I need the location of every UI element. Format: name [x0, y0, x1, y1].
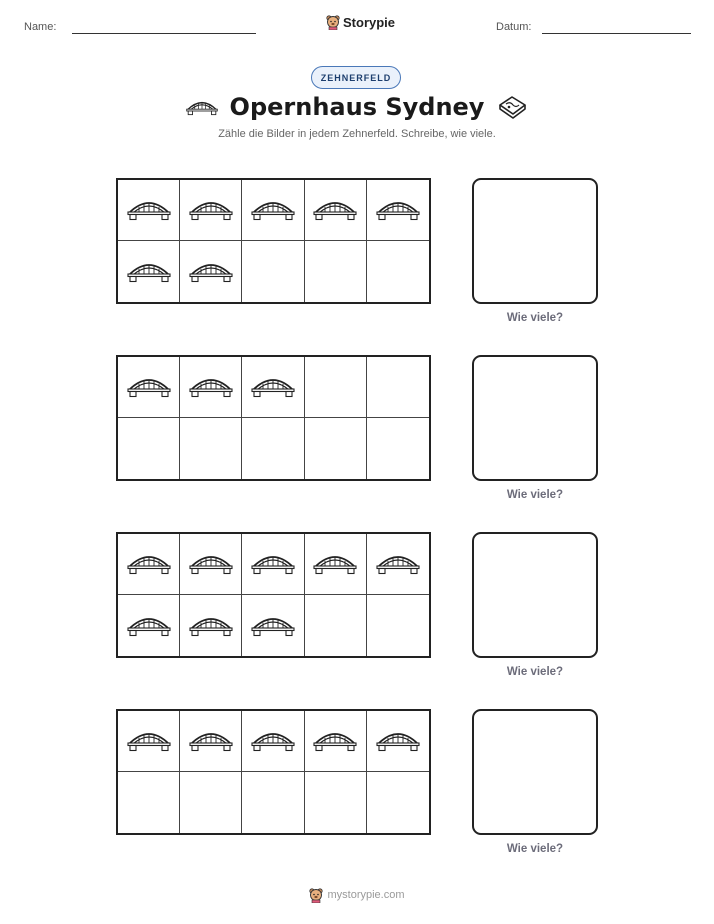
ten-frame-cell — [367, 595, 429, 656]
bridge-icon — [251, 197, 295, 223]
ten-frame-cell — [180, 357, 242, 418]
ten-frame-cell — [118, 180, 180, 241]
footer — [0, 887, 714, 903]
bridge-icon — [189, 551, 233, 577]
exercise-1 — [116, 178, 431, 304]
ten-frame-cell — [180, 711, 242, 772]
ten-frame-cell — [242, 418, 304, 479]
bridge-icon — [127, 728, 171, 754]
ten-frame-cell — [242, 711, 304, 772]
ten-frame — [116, 355, 431, 481]
ten-frame-cell — [305, 180, 367, 241]
bridge-icon — [376, 197, 420, 223]
instructions: Zähle die Bilder in jedem Zehnerfeld. Schreibe, wie viele. — [218, 128, 496, 140]
bridge-icon — [127, 259, 171, 285]
bridge-icon — [251, 551, 295, 577]
bridge-icon — [189, 197, 233, 223]
brand-name: Storypie — [343, 14, 396, 30]
bridge-icon — [189, 613, 233, 639]
ten-frame-cell — [367, 180, 429, 241]
exercise-4 — [116, 709, 431, 835]
ten-frame-cell — [118, 534, 180, 595]
ten-frame — [116, 709, 431, 835]
ten-frame-cell — [118, 595, 180, 656]
ten-frame-cell — [367, 772, 429, 833]
ten-frame-cell — [367, 534, 429, 595]
answer-label: Wie viele? — [506, 843, 564, 855]
ten-frame-cell — [118, 711, 180, 772]
bridge-icon — [251, 728, 295, 754]
map-icon — [496, 93, 528, 121]
bridge-icon — [189, 728, 233, 754]
bridge-icon — [251, 613, 295, 639]
bridge-icon — [127, 197, 171, 223]
bridge-icon — [376, 551, 420, 577]
ten-frame-cell — [180, 180, 242, 241]
ten-frame-cell — [180, 241, 242, 302]
ten-frame-cell — [367, 418, 429, 479]
name-line[interactable] — [72, 33, 256, 34]
date-line[interactable] — [542, 33, 691, 34]
bridge-icon — [313, 197, 357, 223]
bear-logo-icon — [309, 887, 323, 903]
ten-frame-cell — [367, 241, 429, 302]
ten-frame-cell — [180, 418, 242, 479]
name-label: Name: — [24, 21, 57, 33]
ten-frame-cell — [367, 711, 429, 772]
answer-box[interactable] — [472, 532, 598, 658]
ten-frame-cell — [118, 357, 180, 418]
ten-frame — [116, 532, 431, 658]
answer-box[interactable] — [472, 709, 598, 835]
bridge-icon — [127, 374, 171, 400]
bridge-icon — [189, 259, 233, 285]
bridge-icon — [189, 374, 233, 400]
page-title: Opernhaus Sydney — [229, 93, 485, 121]
ten-frame-cell — [118, 241, 180, 302]
ten-frame-cell — [305, 772, 367, 833]
bridge-icon — [313, 728, 357, 754]
ten-frame-cell — [242, 180, 304, 241]
ten-frame-cell — [305, 241, 367, 302]
exercise-2 — [116, 355, 431, 481]
bridge-icon — [127, 551, 171, 577]
ten-frame-cell — [305, 357, 367, 418]
ten-frame-cell — [242, 241, 304, 302]
ten-frame-cell — [118, 418, 180, 479]
ten-frame-cell — [242, 534, 304, 595]
ten-frame-cell — [180, 534, 242, 595]
ten-frame-cell — [305, 418, 367, 479]
bridge-icon — [376, 728, 420, 754]
bridge-icon — [186, 98, 218, 116]
ten-frame — [116, 178, 431, 304]
bridge-icon — [313, 551, 357, 577]
footer-url[interactable]: mystorypie.com — [327, 889, 405, 901]
title-row — [0, 93, 714, 121]
bridge-icon — [251, 374, 295, 400]
bear-logo-icon — [326, 14, 340, 30]
date-label: Datum: — [496, 21, 532, 33]
answer-label: Wie viele? — [506, 489, 564, 501]
exercise-3 — [116, 532, 431, 658]
ten-frame-cell — [180, 772, 242, 833]
ten-frame-cell — [242, 772, 304, 833]
ten-frame-cell — [305, 534, 367, 595]
answer-box[interactable] — [472, 355, 598, 481]
answer-label: Wie viele? — [506, 312, 564, 324]
brand-logo — [326, 14, 395, 30]
bridge-icon — [127, 613, 171, 639]
category-badge: ZEHNERFELD — [311, 66, 401, 89]
answer-box[interactable] — [472, 178, 598, 304]
ten-frame-cell — [180, 595, 242, 656]
ten-frame-cell — [242, 357, 304, 418]
ten-frame-cell — [118, 772, 180, 833]
ten-frame-cell — [305, 711, 367, 772]
ten-frame-cell — [367, 357, 429, 418]
ten-frame-cell — [242, 595, 304, 656]
ten-frame-cell — [305, 595, 367, 656]
answer-label: Wie viele? — [506, 666, 564, 678]
